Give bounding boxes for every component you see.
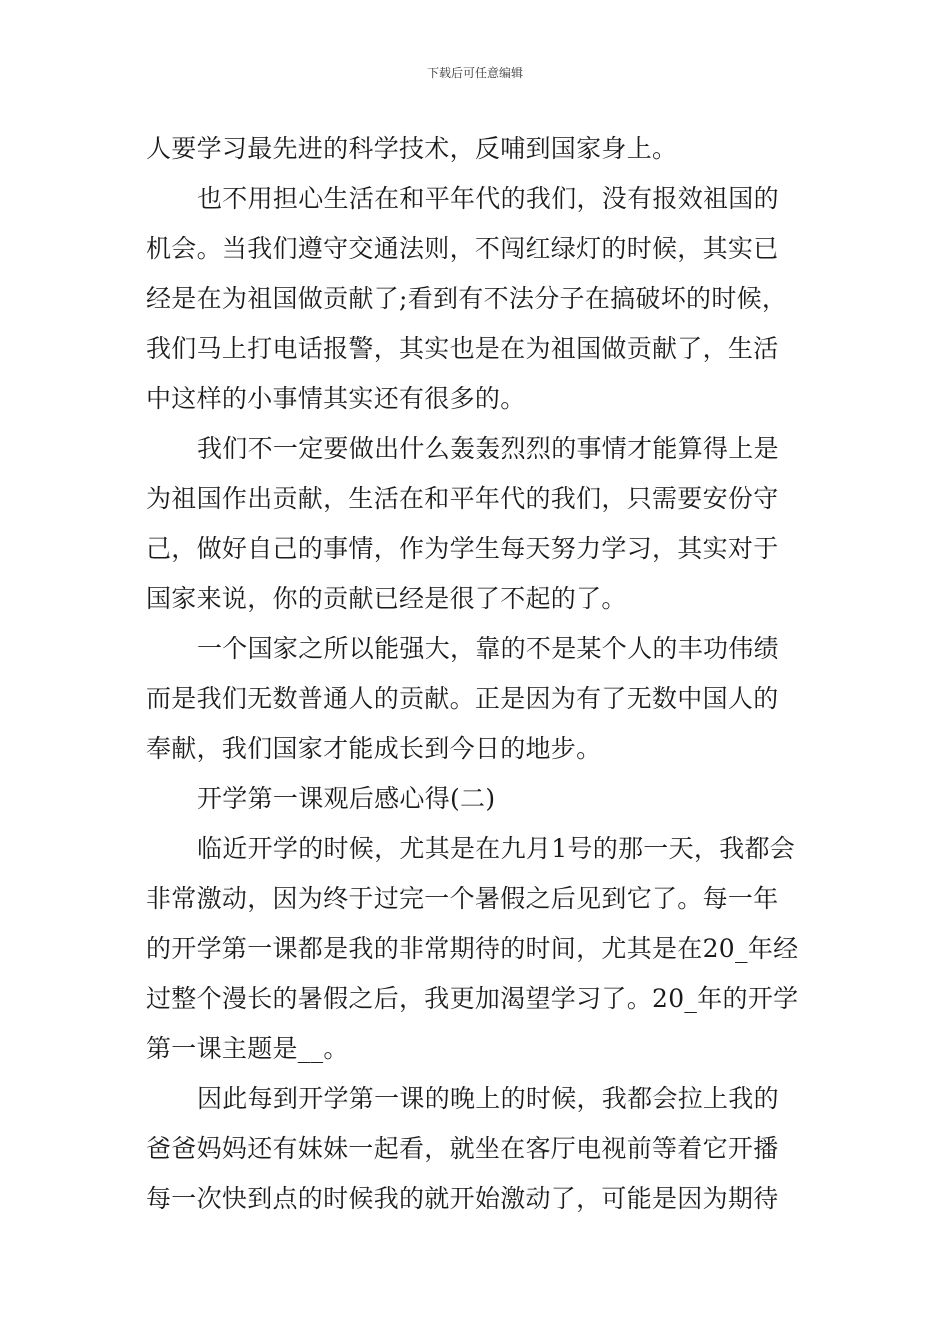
- section-heading: 开学第一课观后感心得(二): [197, 784, 496, 813]
- text-line: 因此每到开学第一课的晚上的时候，我都会拉上我的: [197, 1084, 779, 1113]
- text-line: 奉献，我们国家才能成长到今日的地步。: [146, 734, 602, 763]
- text-line: 为祖国作出贡献，生活在和平年代的我们，只需要安份守: [146, 484, 779, 513]
- text-line: 经是在为祖国做贡献了;看到有不法分子在搞破坏的时候，: [146, 284, 788, 313]
- text-line: 机会。当我们遵守交通法则，不闯红绿灯的时候，其实已: [146, 234, 779, 263]
- document-body: [146, 124, 806, 1224]
- text-line: 中这样的小事情其实还有很多的。: [146, 384, 526, 413]
- text-line: 我们不一定要做出什么轰轰烈烈的事情才能算得上是: [197, 434, 779, 463]
- page-header: 下载后可任意编辑: [426, 66, 523, 80]
- text-line: 第一课主题是__。: [146, 1034, 349, 1063]
- text-line: 临近开学的时候，尤其是在九月1号的那一天，我都会: [197, 834, 796, 863]
- text-line: 己，做好自己的事情，作为学生每天努力学习，其实对于: [146, 534, 779, 563]
- text-line: 爸爸妈妈还有妹妹一起看，就坐在客厅电视前等着它开播: [146, 1134, 779, 1163]
- text-line: 的开学第一课都是我的非常期待的时间，尤其是在20_年经: [146, 934, 799, 963]
- text-line: 过整个漫长的暑假之后，我更加渴望学习了。20_年的开学: [146, 984, 799, 1013]
- text-line: 一个国家之所以能强大，靠的不是某个人的丰功伟绩: [197, 634, 779, 663]
- text-line: 我们马上打电话报警，其实也是在为祖国做贡献了，生活: [146, 334, 779, 363]
- text-line: 而是我们无数普通人的贡献。正是因为有了无数中国人的: [146, 684, 779, 713]
- text-line: 每一次快到点的时候我的就开始激动了，可能是因为期待: [146, 1184, 779, 1213]
- text-line: 非常激动，因为终于过完一个暑假之后见到它了。每一年: [146, 884, 779, 913]
- text-line: 也不用担心生活在和平年代的我们，没有报效祖国的: [197, 184, 779, 213]
- text-line: 人要学习最先进的科学技术，反哺到国家身上。: [146, 134, 678, 163]
- text-line: 国家来说，你的贡献已经是很了不起的了。: [146, 584, 627, 613]
